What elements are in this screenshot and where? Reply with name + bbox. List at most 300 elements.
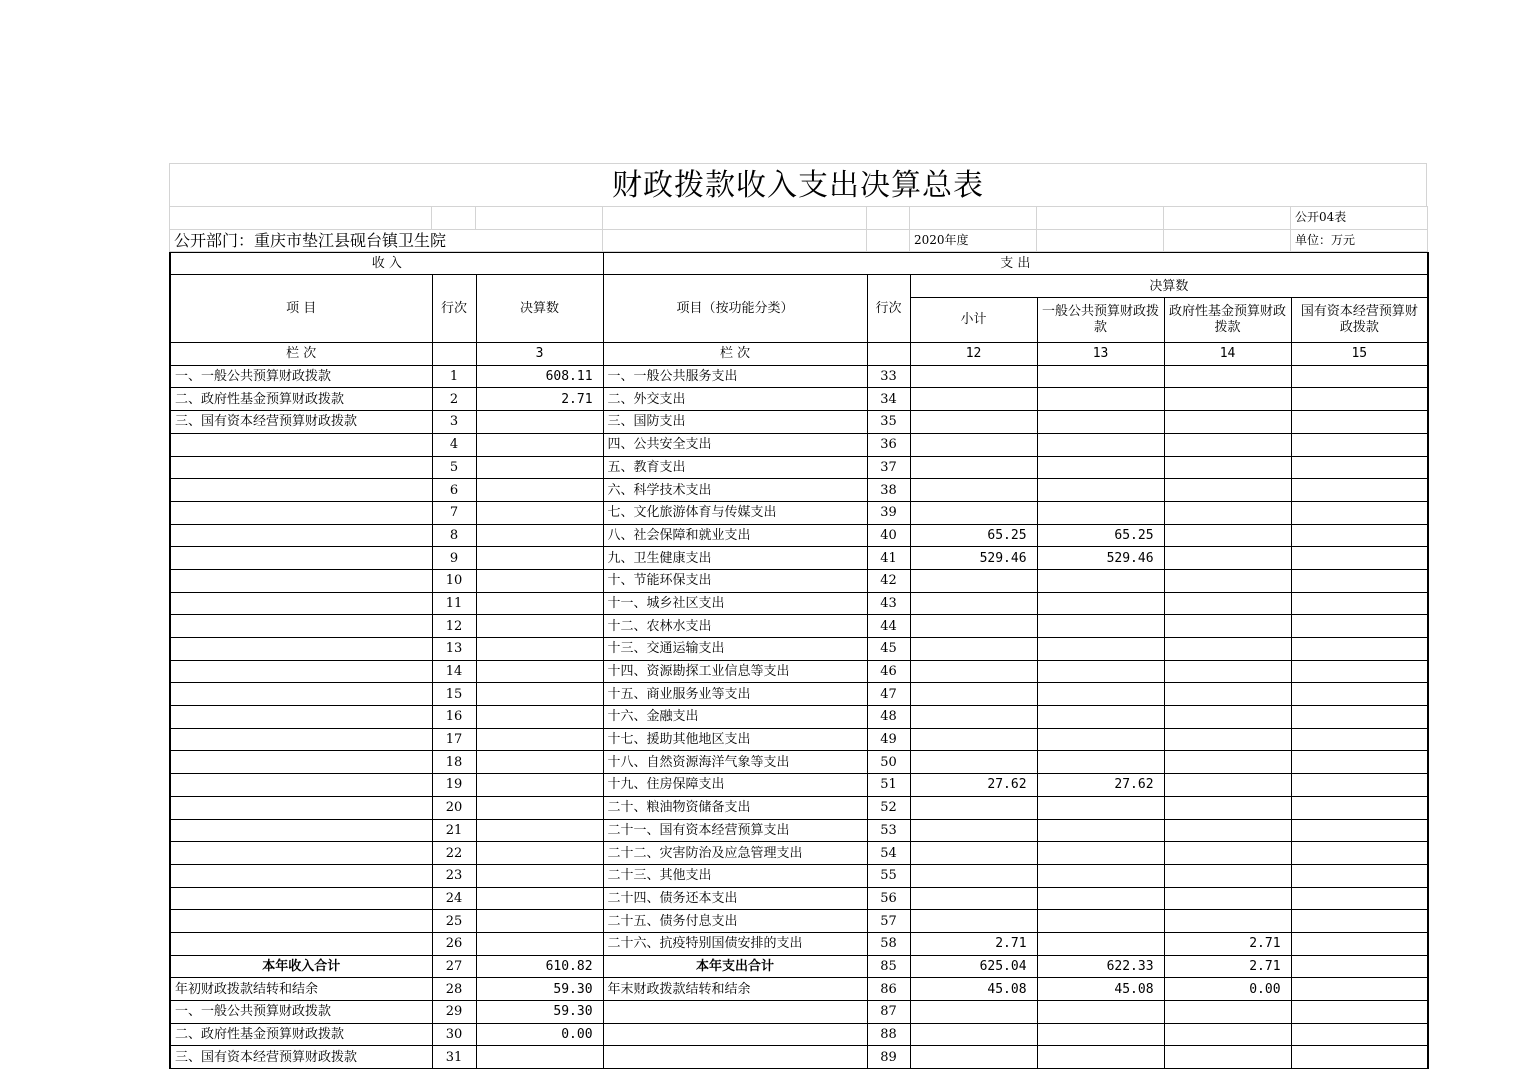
- general-budget-amount: [1037, 433, 1164, 456]
- state-capital-amount: [1291, 388, 1428, 411]
- income-item: 二、政府性基金预算财政拨款: [170, 1023, 432, 1046]
- general-budget-amount: [1037, 796, 1164, 819]
- income-amount: [476, 1046, 603, 1069]
- func-line-no-header: 行次: [867, 275, 910, 343]
- general-budget-amount: 622.33: [1037, 955, 1164, 978]
- income-item: [170, 501, 432, 524]
- general-budget-amount: 45.08: [1037, 978, 1164, 1001]
- expense-line-no: 48: [867, 706, 910, 729]
- state-capital-amount: [1291, 887, 1428, 910]
- expense-item: 六、科学技术支出: [603, 479, 867, 502]
- subtotal-amount: 27.62: [910, 774, 1037, 797]
- expense-line-no: 58: [867, 932, 910, 955]
- item-header: 项 目: [170, 275, 432, 343]
- general-budget-amount: [1037, 751, 1164, 774]
- expense-line-no: 46: [867, 660, 910, 683]
- state-capital-amount: [1291, 569, 1428, 592]
- gov-fund-amount: [1164, 479, 1291, 502]
- expense-item: 十二、农林水支出: [603, 615, 867, 638]
- income-item: [170, 751, 432, 774]
- subtotal-amount: [910, 728, 1037, 751]
- subtotal-amount: [910, 751, 1037, 774]
- income-line-no: 23: [432, 864, 476, 887]
- expense-item: 本年支出合计: [603, 955, 867, 978]
- income-item: [170, 660, 432, 683]
- state-capital-amount: [1291, 1046, 1428, 1069]
- expense-line-no: 36: [867, 433, 910, 456]
- income-line-no: 30: [432, 1023, 476, 1046]
- income-line-no: 31: [432, 1046, 476, 1069]
- table-row: [170, 796, 1428, 819]
- state-capital-amount: [1291, 842, 1428, 865]
- general-budget-amount: [1037, 728, 1164, 751]
- table-row: [170, 638, 1428, 661]
- expense-item: 七、文化旅游体育与传媒支出: [603, 501, 867, 524]
- income-amount: [476, 592, 603, 615]
- table-row: [170, 479, 1428, 502]
- income-amount: [476, 819, 603, 842]
- table-row: [170, 660, 1428, 683]
- expense-item: 二十六、抗疫特别国债安排的支出: [603, 932, 867, 955]
- state-capital-amount: [1291, 978, 1428, 1001]
- expense-item: 二十三、其他支出: [603, 864, 867, 887]
- subtotal-header: 小计: [910, 298, 1037, 343]
- state-capital-amount: [1291, 479, 1428, 502]
- table-row: [170, 547, 1428, 570]
- expense-line-no: 45: [867, 638, 910, 661]
- expense-line-no: 40: [867, 524, 910, 547]
- subtotal-amount: 65.25: [910, 524, 1037, 547]
- state-capital-amount: [1291, 751, 1428, 774]
- income-amount: [476, 864, 603, 887]
- subtotal-amount: [910, 569, 1037, 592]
- income-line-no: 22: [432, 842, 476, 865]
- gov-fund-amount: [1164, 592, 1291, 615]
- income-item: [170, 796, 432, 819]
- final-amount-header: 决算数: [476, 275, 603, 343]
- expense-item: 十四、资源勘探工业信息等支出: [603, 660, 867, 683]
- gov-fund-amount: [1164, 501, 1291, 524]
- income-item: 二、政府性基金预算财政拨款: [170, 388, 432, 411]
- state-capital-amount: [1291, 547, 1428, 570]
- state-capital-amount: [1291, 819, 1428, 842]
- general-budget-amount: [1037, 819, 1164, 842]
- subtotal-amount: [910, 479, 1037, 502]
- gov-fund-amount: [1164, 1046, 1291, 1069]
- expense-line-no: 34: [867, 388, 910, 411]
- table-row: [170, 887, 1428, 910]
- general-budget-amount: [1037, 615, 1164, 638]
- income-item: [170, 774, 432, 797]
- income-item: [170, 479, 432, 502]
- subtotal-amount: 2.71: [910, 932, 1037, 955]
- income-item: [170, 887, 432, 910]
- income-item: [170, 864, 432, 887]
- general-budget-amount: 27.62: [1037, 774, 1164, 797]
- income-amount: 59.30: [476, 1001, 603, 1024]
- expense-line-no: 38: [867, 479, 910, 502]
- subtotal-amount: [910, 365, 1037, 388]
- expense-line-no: 33: [867, 365, 910, 388]
- income-amount: [476, 479, 603, 502]
- expense-item: 十一、城乡社区支出: [603, 592, 867, 615]
- expense-line-no: 50: [867, 751, 910, 774]
- income-line-no: 24: [432, 887, 476, 910]
- income-amount: [476, 796, 603, 819]
- gov-fund-amount: [1164, 1001, 1291, 1024]
- final-group-header: 决算数: [910, 275, 1428, 298]
- expense-line-no: 41: [867, 547, 910, 570]
- expense-line-no: 47: [867, 683, 910, 706]
- income-line-no: 16: [432, 706, 476, 729]
- budget-table: [169, 252, 1429, 1069]
- income-amount: [476, 547, 603, 570]
- department-label: 公开部门：重庆市垫江县砚台镇卫生院: [170, 229, 603, 252]
- gov-fund-amount: [1164, 864, 1291, 887]
- income-header: 收 入: [170, 253, 603, 275]
- state-capital-amount: [1291, 728, 1428, 751]
- gov-fund-header: 政府性基金预算财政拨款: [1164, 298, 1291, 343]
- table-row: [170, 524, 1428, 547]
- state-capital-amount: [1291, 501, 1428, 524]
- income-amount: 2.71: [476, 388, 603, 411]
- income-line-no: 19: [432, 774, 476, 797]
- subtotal-amount: [910, 1046, 1037, 1069]
- income-amount: [476, 683, 603, 706]
- subtotal-amount: [910, 501, 1037, 524]
- expense-line-no: 52: [867, 796, 910, 819]
- general-budget-amount: 65.25: [1037, 524, 1164, 547]
- income-item: [170, 638, 432, 661]
- table-row: [170, 388, 1428, 411]
- income-line-no: 1: [432, 365, 476, 388]
- table-row: [170, 842, 1428, 865]
- state-capital-amount: [1291, 774, 1428, 797]
- table-row: [170, 456, 1428, 479]
- expense-item: 二十五、债务付息支出: [603, 910, 867, 933]
- income-line-no: 3: [432, 411, 476, 434]
- table-row: [170, 1046, 1428, 1069]
- income-line-no: 6: [432, 479, 476, 502]
- gov-fund-amount: [1164, 751, 1291, 774]
- expense-line-no: 57: [867, 910, 910, 933]
- table-row: [170, 683, 1428, 706]
- general-budget-amount: [1037, 932, 1164, 955]
- income-item: [170, 819, 432, 842]
- general-budget-amount: [1037, 501, 1164, 524]
- expense-item: 十三、交通运输支出: [603, 638, 867, 661]
- income-item: [170, 456, 432, 479]
- income-amount: [476, 411, 603, 434]
- subtotal-amount: [910, 910, 1037, 933]
- income-amount: [476, 501, 603, 524]
- expense-item: 二十一、国有资本经营预算支出: [603, 819, 867, 842]
- gov-fund-amount: [1164, 388, 1291, 411]
- expense-line-no: 44: [867, 615, 910, 638]
- form-id: 公开04表: [1291, 207, 1428, 230]
- col-number: 13: [1037, 343, 1164, 366]
- income-line-no: 26: [432, 932, 476, 955]
- expense-item: 二十二、灾害防治及应急管理支出: [603, 842, 867, 865]
- state-capital-amount: [1291, 615, 1428, 638]
- expense-item: 四、公共安全支出: [603, 433, 867, 456]
- income-line-no: 11: [432, 592, 476, 615]
- state-capital-amount: [1291, 592, 1428, 615]
- state-capital-amount: [1291, 433, 1428, 456]
- func-item-header: 项目（按功能分类）: [603, 275, 867, 343]
- table-body: [170, 365, 1428, 1068]
- income-amount: [476, 524, 603, 547]
- income-item: 一、一般公共预算财政拨款: [170, 1001, 432, 1024]
- state-capital-header: 国有资本经营预算财政拨款: [1291, 298, 1428, 343]
- expense-line-no: 86: [867, 978, 910, 1001]
- income-line-no: 9: [432, 547, 476, 570]
- table-row: [170, 864, 1428, 887]
- subtotal-amount: [910, 842, 1037, 865]
- gov-fund-amount: [1164, 456, 1291, 479]
- income-amount: [476, 660, 603, 683]
- state-capital-amount: [1291, 1001, 1428, 1024]
- general-budget-amount: [1037, 569, 1164, 592]
- expense-line-no: 37: [867, 456, 910, 479]
- subtotal-amount: [910, 411, 1037, 434]
- income-amount: [476, 433, 603, 456]
- general-budget-amount: [1037, 660, 1164, 683]
- income-amount: 59.30: [476, 978, 603, 1001]
- expense-item: 年末财政拨款结转和结余: [603, 978, 867, 1001]
- subtotal-amount: 45.08: [910, 978, 1037, 1001]
- general-budget-amount: [1037, 887, 1164, 910]
- expense-item: 十五、商业服务业等支出: [603, 683, 867, 706]
- gov-fund-amount: [1164, 615, 1291, 638]
- expense-item: [603, 1023, 867, 1046]
- lanci-label: 栏 次: [603, 343, 867, 366]
- income-item: [170, 592, 432, 615]
- income-item: 本年收入合计: [170, 955, 432, 978]
- lanci-label: 栏 次: [170, 343, 432, 366]
- income-item: [170, 910, 432, 933]
- expense-line-no: 39: [867, 501, 910, 524]
- subtotal-amount: [910, 864, 1037, 887]
- table-row: [170, 1001, 1428, 1024]
- general-budget-amount: [1037, 456, 1164, 479]
- income-line-no: 2: [432, 388, 476, 411]
- table-row: [170, 819, 1428, 842]
- expense-item: 十九、住房保障支出: [603, 774, 867, 797]
- gov-fund-amount: [1164, 819, 1291, 842]
- subtotal-amount: [910, 1023, 1037, 1046]
- subtotal-amount: [910, 433, 1037, 456]
- income-amount: [476, 728, 603, 751]
- income-line-no: 29: [432, 1001, 476, 1024]
- expense-item: 一、一般公共服务支出: [603, 365, 867, 388]
- state-capital-amount: [1291, 456, 1428, 479]
- general-budget-amount: [1037, 1046, 1164, 1069]
- report-sheet: [169, 163, 1427, 1069]
- expense-line-no: 35: [867, 411, 910, 434]
- gov-fund-amount: [1164, 365, 1291, 388]
- income-item: [170, 728, 432, 751]
- expense-item: [603, 1001, 867, 1024]
- gov-fund-amount: 2.71: [1164, 932, 1291, 955]
- income-line-no: 8: [432, 524, 476, 547]
- year-label: 2020年度: [910, 229, 1037, 252]
- income-item: [170, 524, 432, 547]
- subtotal-amount: [910, 456, 1037, 479]
- state-capital-amount: [1291, 864, 1428, 887]
- income-amount: [476, 751, 603, 774]
- table-row: [170, 978, 1428, 1001]
- expense-item: 十七、援助其他地区支出: [603, 728, 867, 751]
- col-number: 15: [1291, 343, 1428, 366]
- gov-fund-amount: [1164, 547, 1291, 570]
- income-line-no: 14: [432, 660, 476, 683]
- gov-fund-amount: [1164, 660, 1291, 683]
- subtotal-amount: [910, 388, 1037, 411]
- subtotal-amount: 625.04: [910, 955, 1037, 978]
- expense-line-no: 87: [867, 1001, 910, 1024]
- line-no-header: 行次: [432, 275, 476, 343]
- general-budget-amount: [1037, 683, 1164, 706]
- table-row: [170, 433, 1428, 456]
- income-amount: [476, 842, 603, 865]
- expense-line-no: 43: [867, 592, 910, 615]
- income-line-no: 5: [432, 456, 476, 479]
- income-item: [170, 547, 432, 570]
- general-budget-amount: [1037, 864, 1164, 887]
- subtotal-amount: [910, 638, 1037, 661]
- table-row: [170, 411, 1428, 434]
- income-amount: [476, 638, 603, 661]
- gov-fund-amount: [1164, 569, 1291, 592]
- expense-item: 五、教育支出: [603, 456, 867, 479]
- gov-fund-amount: [1164, 910, 1291, 933]
- expense-line-no: 88: [867, 1023, 910, 1046]
- general-budget-amount: [1037, 1023, 1164, 1046]
- subtotal-amount: [910, 1001, 1037, 1024]
- expense-item: 八、社会保障和就业支出: [603, 524, 867, 547]
- table-row: [170, 706, 1428, 729]
- income-amount: [476, 774, 603, 797]
- table-row: [170, 592, 1428, 615]
- state-capital-amount: [1291, 1023, 1428, 1046]
- gov-fund-amount: [1164, 638, 1291, 661]
- general-budget-amount: [1037, 842, 1164, 865]
- expense-item: 十八、自然资源海洋气象等支出: [603, 751, 867, 774]
- income-line-no: 17: [432, 728, 476, 751]
- meta-table: [169, 206, 1428, 252]
- expense-line-no: 51: [867, 774, 910, 797]
- income-item: [170, 569, 432, 592]
- subtotal-amount: [910, 615, 1037, 638]
- income-line-no: 15: [432, 683, 476, 706]
- income-amount: [476, 910, 603, 933]
- expense-line-no: 53: [867, 819, 910, 842]
- subtotal-amount: [910, 887, 1037, 910]
- income-line-no: 13: [432, 638, 476, 661]
- gov-fund-amount: 2.71: [1164, 955, 1291, 978]
- income-amount: 0.00: [476, 1023, 603, 1046]
- general-budget-header: 一般公共预算财政拨款: [1037, 298, 1164, 343]
- col-number: 14: [1164, 343, 1291, 366]
- col-number: 12: [910, 343, 1037, 366]
- income-line-no: 7: [432, 501, 476, 524]
- table-row: [170, 932, 1428, 955]
- expense-item: 二、外交支出: [603, 388, 867, 411]
- income-item: [170, 932, 432, 955]
- page-title: 财政拨款收入支出决算总表: [169, 163, 1427, 206]
- totals-row: [170, 955, 1428, 978]
- expense-line-no: 49: [867, 728, 910, 751]
- income-line-no: 10: [432, 569, 476, 592]
- gov-fund-amount: [1164, 887, 1291, 910]
- gov-fund-amount: [1164, 728, 1291, 751]
- income-amount: 608.11: [476, 365, 603, 388]
- income-line-no: 4: [432, 433, 476, 456]
- table-row: [170, 751, 1428, 774]
- general-budget-amount: [1037, 592, 1164, 615]
- subtotal-amount: 529.46: [910, 547, 1037, 570]
- income-amount: 610.82: [476, 955, 603, 978]
- general-budget-amount: 529.46: [1037, 547, 1164, 570]
- general-budget-amount: [1037, 365, 1164, 388]
- expense-item: 二十、粮油物资储备支出: [603, 796, 867, 819]
- table-row: [170, 910, 1428, 933]
- general-budget-amount: [1037, 638, 1164, 661]
- expense-header: 支 出: [603, 253, 1428, 275]
- state-capital-amount: [1291, 706, 1428, 729]
- gov-fund-amount: [1164, 706, 1291, 729]
- income-amount: [476, 615, 603, 638]
- gov-fund-amount: [1164, 411, 1291, 434]
- table-row: [170, 774, 1428, 797]
- income-line-no: 21: [432, 819, 476, 842]
- gov-fund-amount: [1164, 683, 1291, 706]
- state-capital-amount: [1291, 524, 1428, 547]
- gov-fund-amount: [1164, 842, 1291, 865]
- general-budget-amount: [1037, 388, 1164, 411]
- expense-line-no: 55: [867, 864, 910, 887]
- col-number: 3: [476, 343, 603, 366]
- table-row: [170, 569, 1428, 592]
- income-line-no: 25: [432, 910, 476, 933]
- general-budget-amount: [1037, 411, 1164, 434]
- subtotal-amount: [910, 660, 1037, 683]
- expense-item: 十六、金融支出: [603, 706, 867, 729]
- table-row: [170, 501, 1428, 524]
- expense-line-no: 89: [867, 1046, 910, 1069]
- subtotal-amount: [910, 592, 1037, 615]
- expense-item: [603, 1046, 867, 1069]
- income-item: [170, 615, 432, 638]
- income-amount: [476, 706, 603, 729]
- income-line-no: 18: [432, 751, 476, 774]
- income-item: 三、国有资本经营预算财政拨款: [170, 411, 432, 434]
- subtotal-amount: [910, 683, 1037, 706]
- general-budget-amount: [1037, 479, 1164, 502]
- income-amount: [476, 569, 603, 592]
- state-capital-amount: [1291, 932, 1428, 955]
- table-row: [170, 615, 1428, 638]
- state-capital-amount: [1291, 683, 1428, 706]
- gov-fund-amount: [1164, 433, 1291, 456]
- gov-fund-amount: [1164, 524, 1291, 547]
- state-capital-amount: [1291, 660, 1428, 683]
- income-amount: [476, 456, 603, 479]
- subtotal-amount: [910, 796, 1037, 819]
- income-line-no: 27: [432, 955, 476, 978]
- expense-line-no: 54: [867, 842, 910, 865]
